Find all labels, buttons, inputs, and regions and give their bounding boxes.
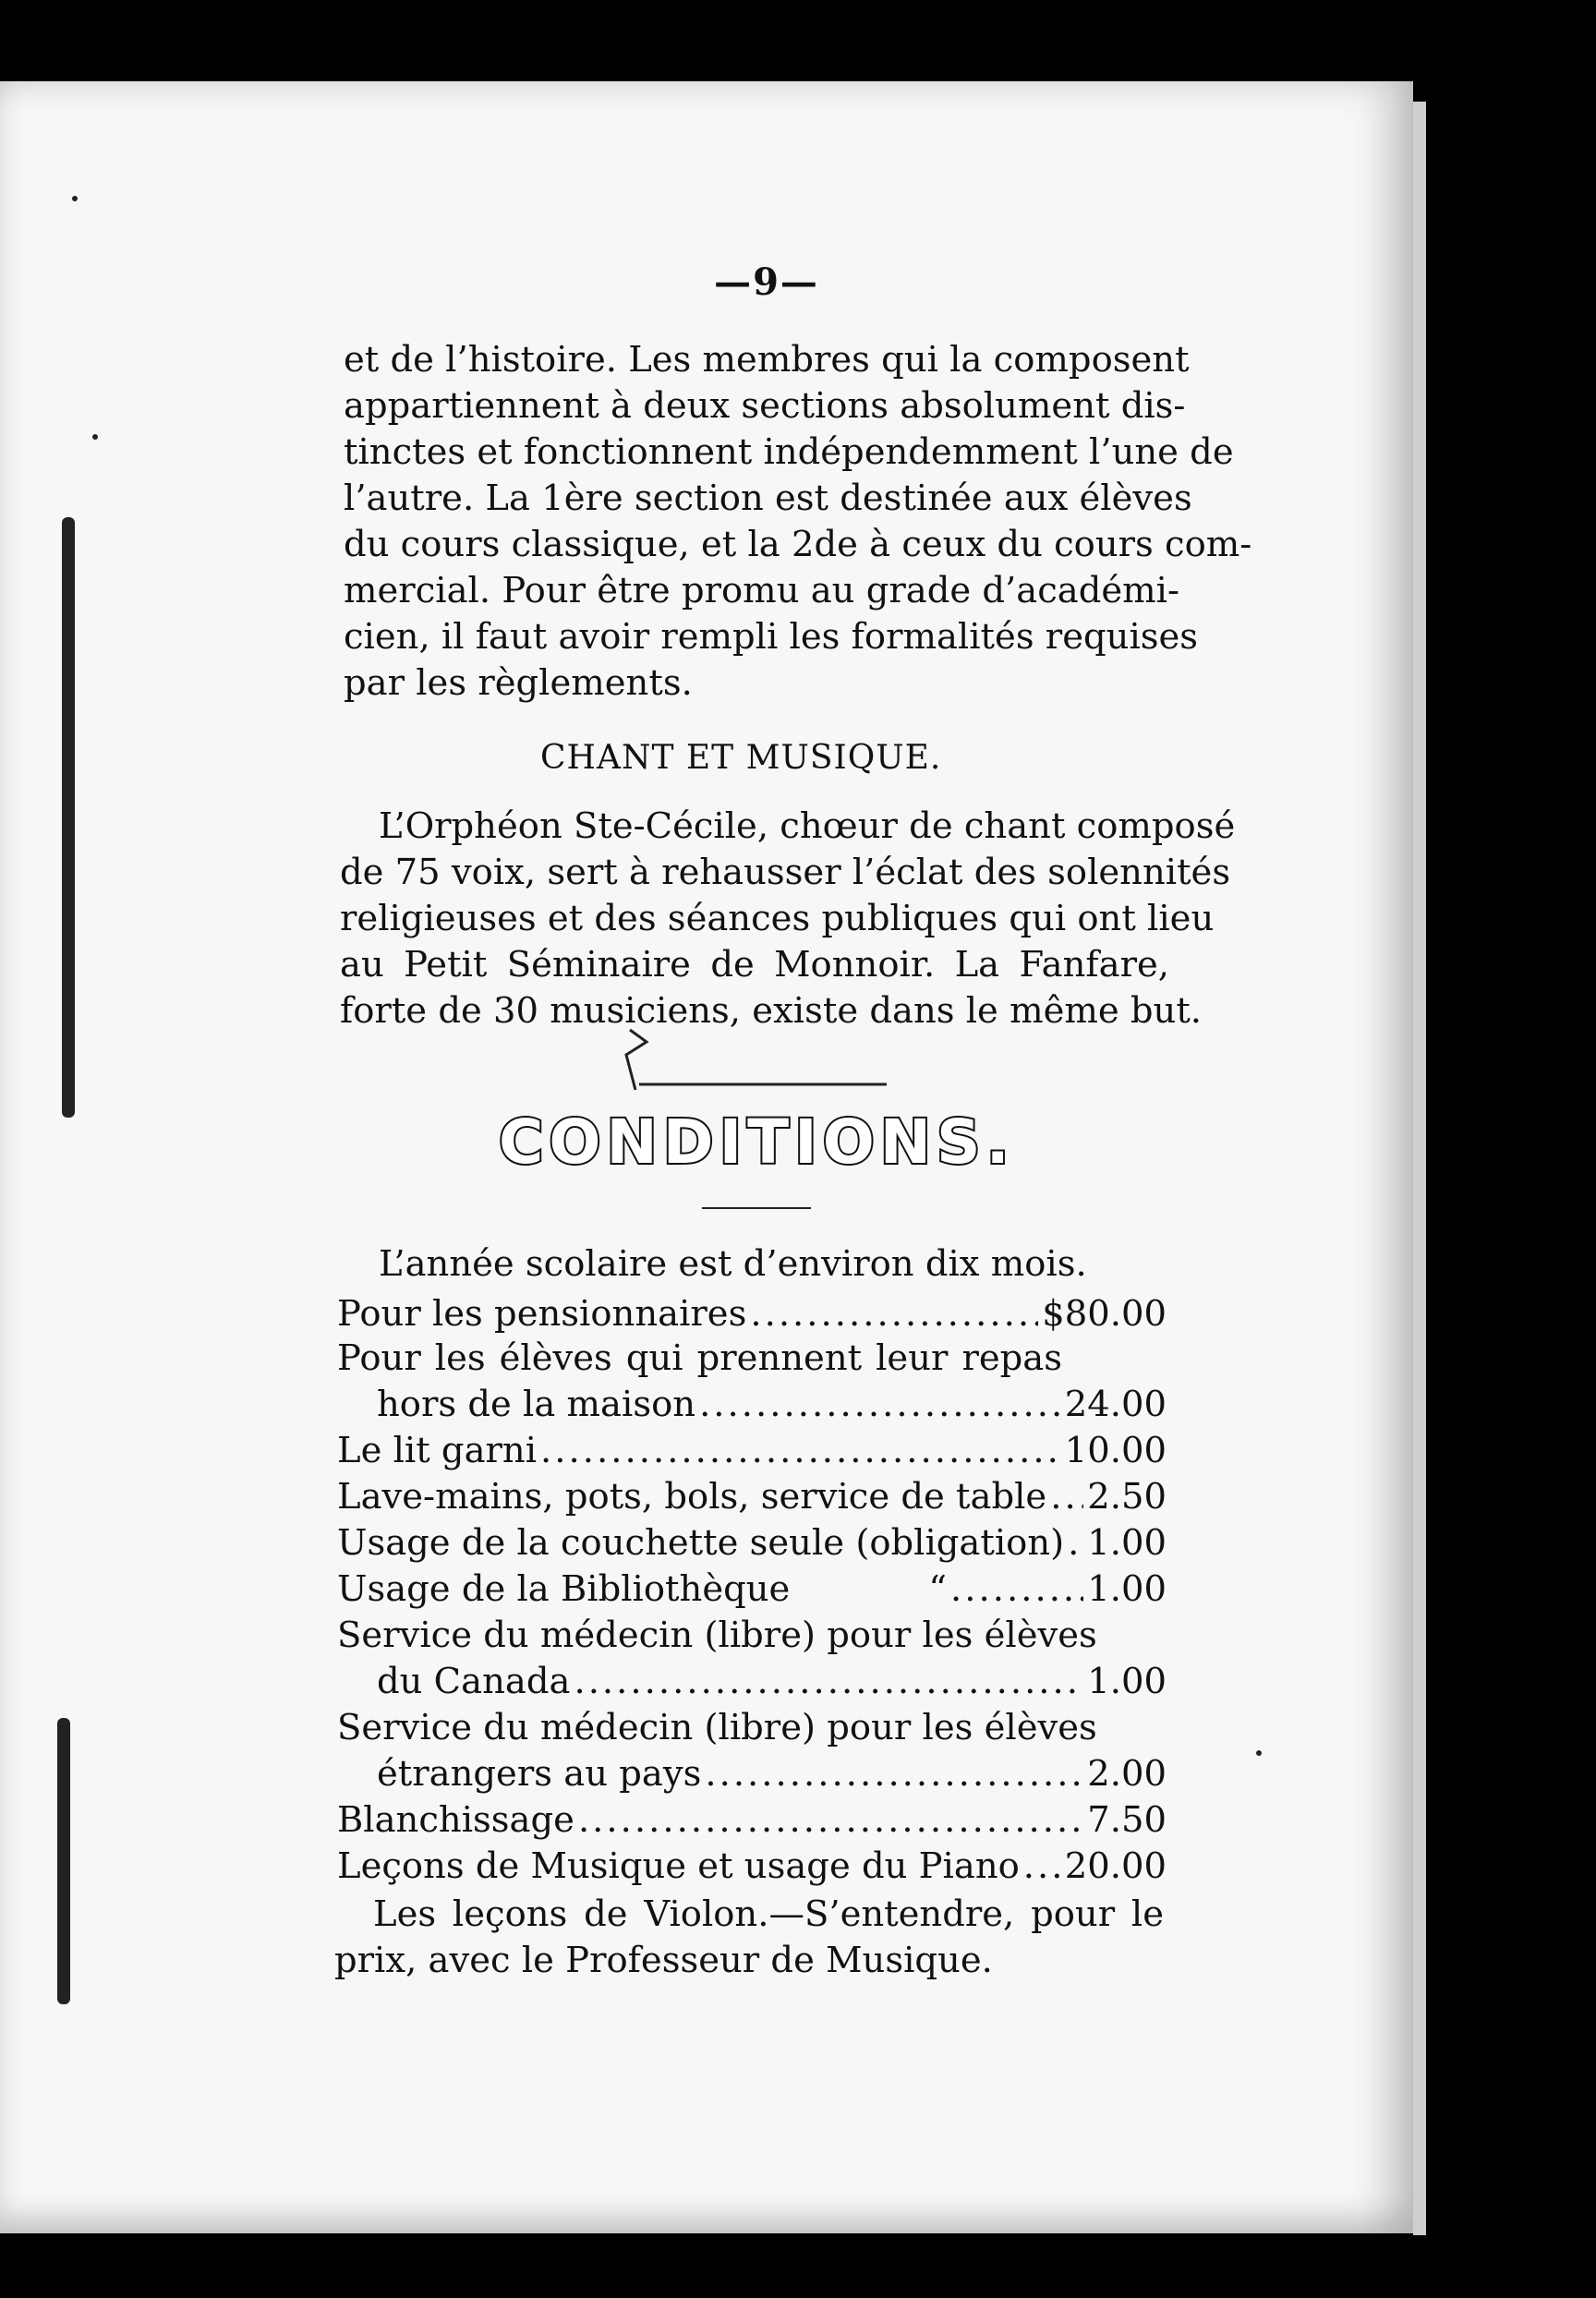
ink-speck <box>72 196 78 201</box>
text-line: Les leçons de Violon.—S’entendre, pour le <box>373 1893 1164 1935</box>
text-line: prix, avec le Professeur de Musique. <box>334 1940 993 1981</box>
price-row <box>337 1476 1167 1518</box>
page-number: —9— <box>714 260 819 304</box>
dot-leader <box>1050 1476 1083 1518</box>
price-label-line: Service du médecin (libre) pour les élèves <box>337 1707 1097 1748</box>
ink-speck <box>1256 1750 1262 1756</box>
price-amount: 2.00 <box>1087 1753 1167 1795</box>
price-row <box>337 1522 1167 1564</box>
dot-leader <box>705 1753 1083 1795</box>
price-label: Usage de la Bibliothèque <box>337 1568 791 1610</box>
price-row <box>337 1845 1167 1887</box>
school-year-note: L’année scolaire est d’environ dix mois. <box>379 1243 1087 1285</box>
price-amount: 10.00 <box>1064 1430 1167 1471</box>
price-label: Leçons de Musique et usage du Piano <box>337 1845 1020 1887</box>
ditto-mark: “ <box>928 1568 948 1610</box>
price-amount: $80.00 <box>1042 1293 1167 1335</box>
dot-leader <box>574 1661 1083 1702</box>
price-amount: 2.50 <box>1087 1476 1167 1518</box>
paragraph-academy <box>344 337 1252 707</box>
price-label-line: Pour les élèves qui prennent leur repas <box>337 1337 1062 1379</box>
text-line: l’autre. La 1ère section est destinée aux élèves <box>344 478 1192 519</box>
text-line: mercial. Pour être promu au grade d’académi- <box>344 570 1179 611</box>
price-label: Usage de la couchette seule (obligation) <box>337 1522 1065 1564</box>
text-line: forte de 30 musiciens, existe dans le même but. <box>340 990 1203 1032</box>
price-row <box>377 1661 1167 1702</box>
price-amount: 1.00 <box>1087 1568 1167 1610</box>
page-edge <box>1413 102 1426 2235</box>
price-row <box>337 1293 1167 1335</box>
price-label: du Canada <box>377 1661 571 1702</box>
music-section-heading: CHANT ET MUSIQUE. <box>540 739 942 777</box>
divider-rule <box>702 1207 811 1209</box>
price-label: étrangers au pays <box>377 1753 702 1795</box>
paragraph-violin <box>334 1892 1164 1984</box>
price-amount: 20.00 <box>1064 1845 1167 1887</box>
price-label: Lave-mains, pots, bols, service de table <box>337 1476 1047 1518</box>
text-line: L’Orphéon Ste-Cécile, chœur de chant composé <box>379 805 1236 847</box>
binding-thread-top <box>62 517 75 1118</box>
price-row <box>337 1568 1167 1610</box>
price-amount: 1.00 <box>1087 1661 1167 1702</box>
binding-thread-bottom <box>57 1718 70 2004</box>
text-line: de 75 voix, sert à rehausser l’éclat des solennités <box>340 852 1231 893</box>
price-label: Pour les pensionnaires <box>337 1293 747 1335</box>
price-amount: 7.50 <box>1087 1799 1167 1841</box>
text-line: religieuses et des séances publiques qui ont lieu <box>340 898 1215 939</box>
price-row <box>377 1753 1167 1795</box>
price-label: Le lit garni <box>337 1430 538 1471</box>
dot-leader <box>1068 1522 1083 1564</box>
text-line: et de l’histoire. Les membres qui la composent <box>344 339 1190 381</box>
dot-leader <box>578 1799 1083 1841</box>
text-line: appartiennent à deux sections absolument dis- <box>344 385 1186 427</box>
text-line: du cours classique, et la 2de à ceux du cours com- <box>344 524 1252 565</box>
conditions-title: CONDITIONS. <box>499 1107 1015 1178</box>
price-row <box>337 1799 1167 1841</box>
paragraph-music <box>340 804 1236 1034</box>
dot-leader <box>699 1384 1061 1425</box>
price-label: Blanchissage <box>337 1799 574 1841</box>
text-line: tinctes et fonctionnent indépendemment l’une de <box>344 431 1234 473</box>
dot-leader <box>750 1293 1038 1335</box>
dot-leader <box>950 1568 1083 1610</box>
ink-speck <box>92 434 98 440</box>
text-line: par les règlements. <box>344 662 693 704</box>
price-label-line: Service du médecin (libre) pour les élèves <box>337 1615 1097 1656</box>
price-amount: 24.00 <box>1064 1384 1167 1425</box>
price-label: hors de la maison <box>377 1384 696 1425</box>
price-row <box>377 1384 1167 1425</box>
text-line: cien, il faut avoir rempli les formalités requises <box>344 616 1199 658</box>
price-amount: 1.00 <box>1087 1522 1167 1564</box>
text-line: au Petit Séminaire de Monnoir. La Fanfare, <box>340 944 1169 986</box>
price-row <box>337 1430 1167 1471</box>
dot-leader <box>540 1430 1061 1471</box>
pen-stroke <box>610 1025 905 1099</box>
dot-leader <box>1023 1845 1061 1887</box>
